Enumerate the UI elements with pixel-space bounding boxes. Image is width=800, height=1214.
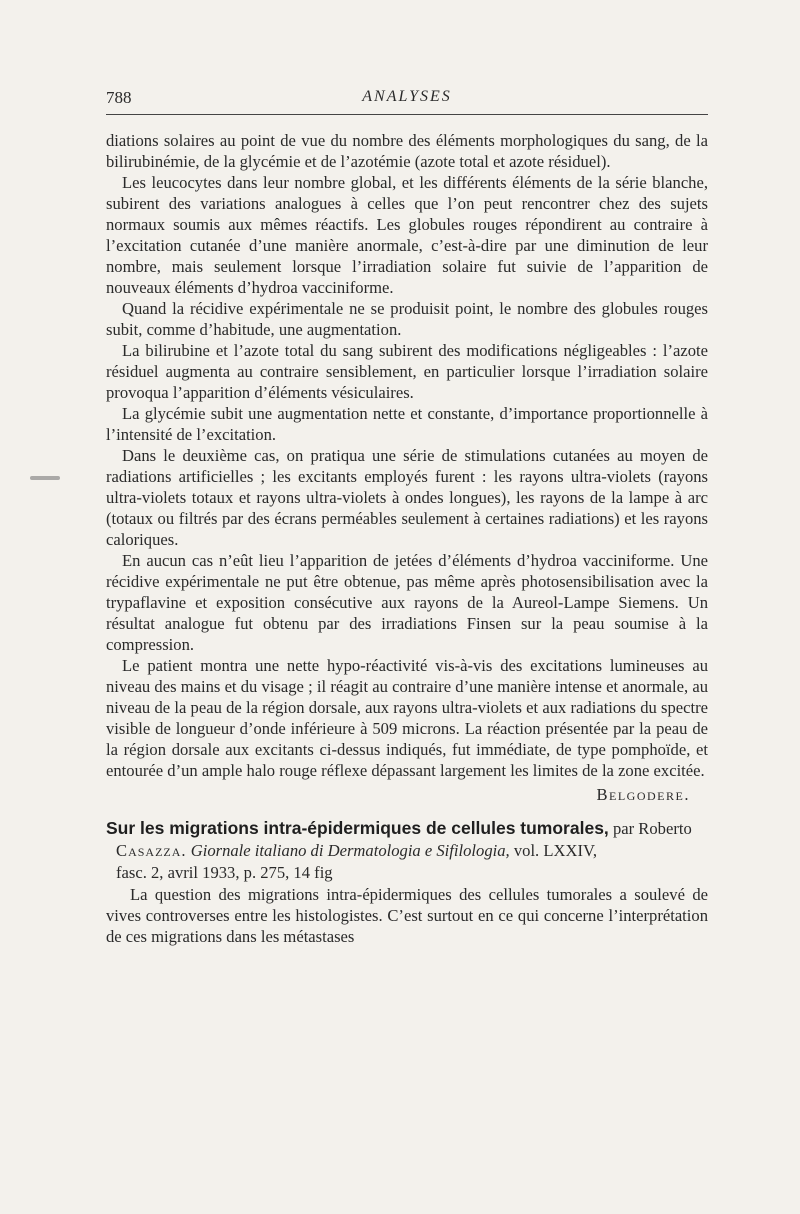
second-article (106, 884, 708, 947)
page-header (106, 88, 708, 115)
paragraph: La glycémie subit une augmentation nette et constante, d’importance proportionnelle à l’intensité de l’excitation. (106, 404, 708, 444)
margin-mark (30, 476, 60, 480)
paragraph: diations solaires au point de vue du nombre des éléments morphologiques du sang, de la bilirubinémie, de la glycémie et de l’azotémie (azote total et azote résiduel). (106, 131, 708, 171)
citation-line-2: fasc. 2, avril 1933, p. 275, 14 fig (116, 863, 333, 882)
page-number: 788 (106, 88, 132, 107)
citation-line (106, 840, 708, 862)
author-signature: Belgodere. (596, 785, 690, 804)
paragraph: La bilirubine et l’azote total du sang subirent des modifications négligeables : l’azote résiduel augmenta au contraire sensiblement, en particulier lorsque l’irradiation solaire provoqua l’apparition d’éléments vésiculaires. (106, 341, 708, 402)
paragraph: La question des migrations intra-épidermiques des cellules tumorales a soulevé de vives controverses entre les histologistes. C’est surtout en ce qui concerne l’interprétation de ces migrations dans les métastases (106, 885, 708, 946)
section-author: Casazza. (116, 841, 187, 860)
section-heading (106, 817, 708, 884)
paragraph: Les leucocytes dans leur nombre global, et les différents éléments de la série blanche, subirent des variations analogues à celles que l’on peut rencontrer chez des sujets normaux soumis aux mêmes réactifs. Les globules rouges répondirent au contraire à l’excitation cutanée d’une manière anormale, c’est-à-dire par une diminution de leur nombre, mais seulement lorsque l’irradiation solaire fut suivie de l’apparition de nouveaux éléments d’hydroa vacciniforme. (106, 173, 708, 297)
section-title: Sur les migrations intra-épidermiques de cellules tumorales, (106, 818, 609, 838)
paragraph: En aucun cas n’eût lieu l’apparition de jetées d’éléments d’hydroa vacciniforme. Une récidive expérimentale ne put être obtenue, pas même après photosensibilisation avec la trypaflavine et exposition consécutive aux rayons de la Aureol-Lampe Siemens. Un résultat analogue fut obtenu par des irradiations Finsen sur la peau soumise à la compression. (106, 551, 708, 654)
section-by: par Roberto (612, 819, 692, 838)
paragraph: Quand la récidive expérimentale ne se produisit point, le nombre des globules rouges subit, comme d’habitude, une augmentation. (106, 299, 708, 339)
running-title: ANALYSES (362, 88, 452, 105)
paragraph: Le patient montra une nette hypo-réactivité vis-à-vis des excitations lumineuses au niveau des mains et du visage ; il réagit au contraire d’une manière intense et anormale, au niveau de la peau de la région dorsale, aux rayons ultra-violets et aux radiations du spectre visible de longueur d’onde inférieure à 509 microns. La réaction présentée par la peau de la région dorsale aux excitants ci-dessus indiqués, fut immédiate, de type pomphoïde, et entourée d’un ample halo rouge réflexe dépassant largement les limites de la zone excitée. (106, 656, 708, 780)
journal-title: Giornale italiano di Dermatologia e Sifilologia, (190, 841, 510, 860)
paragraph: Dans le deuxième cas, on pratiqua une série de stimulations cutanées au moyen de radiations artificielles ; les excitants employés furent : les rayons ultra-violets (rayons ultra-violets totaux et rayons ultra-violets à ondes longues), les rayons de la lampe à arc (totaux ou filtrés par des écrans perméables seulement à certaines radiations) et les rayons caloriques. (106, 446, 708, 549)
citation-volume: vol. LXXIV, (513, 841, 597, 860)
article-body (106, 130, 708, 947)
